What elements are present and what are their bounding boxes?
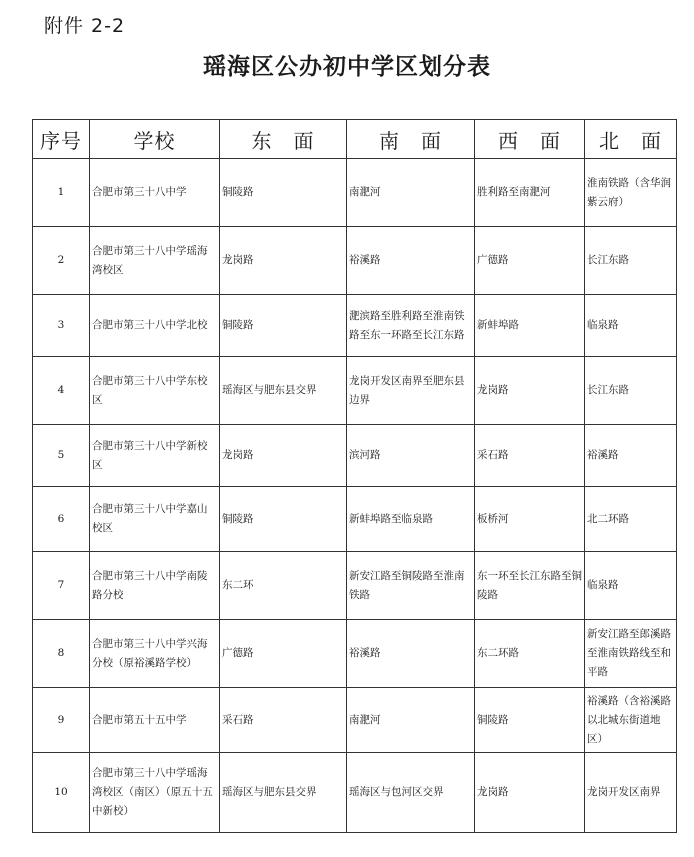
south-boundary: 瑶海区与包河区交界 [347,753,475,833]
west-boundary: 新蚌埠路 [475,295,585,357]
east-boundary: 龙岗路 [220,227,347,295]
east-boundary: 瑶海区与肥东县交界 [220,753,347,833]
west-boundary: 采石路 [475,425,585,487]
east-boundary: 铜陵路 [220,487,347,552]
north-boundary: 淮南铁路（含华润紫云府） [585,159,677,227]
school-name: 合肥市第三十八中学南陵路分校 [90,552,220,620]
row-number: 10 [33,753,90,833]
school-name: 合肥市第三十八中学北校 [90,295,220,357]
west-boundary: 龙岗路 [475,753,585,833]
table-row [33,487,677,552]
school-name: 合肥市第三十八中学瑶海湾校区 [90,227,220,295]
north-boundary: 长江东路 [585,227,677,295]
school-name: 合肥市第五十五中学 [90,688,220,753]
north-boundary: 裕溪路 [585,425,677,487]
south-boundary: 龙岗开发区南界至肥东县边界 [347,357,475,425]
north-boundary: 长江东路 [585,357,677,425]
row-number: 3 [33,295,90,357]
east-boundary: 采石路 [220,688,347,753]
header-west: 西 面 [475,120,585,159]
row-number: 5 [33,425,90,487]
school-district-table [32,119,677,833]
south-boundary: 南淝河 [347,159,475,227]
header-east: 东 面 [220,120,347,159]
south-boundary: 南淝河 [347,688,475,753]
west-boundary: 东一环至长江东路至铜陵路 [475,552,585,620]
table-row [33,753,677,833]
header-north: 北 面 [585,120,677,159]
school-name: 合肥市第三十八中学兴海分校（原裕溪路学校） [90,620,220,688]
east-boundary: 铜陵路 [220,159,347,227]
school-name: 合肥市第三十八中学嘉山校区 [90,487,220,552]
south-boundary: 淝滨路至胜利路至淮南铁路至东一环路至长江东路 [347,295,475,357]
table-row [33,552,677,620]
header-south: 南 面 [347,120,475,159]
document-title: 瑶海区公办初中学区划分表 [203,53,491,80]
east-boundary: 广德路 [220,620,347,688]
west-boundary: 板桥河 [475,487,585,552]
east-boundary: 铜陵路 [220,295,347,357]
west-boundary: 龙岗路 [475,357,585,425]
table-row [33,295,677,357]
north-boundary: 新安江路至郎溪路至淮南铁路线至和平路 [585,620,677,688]
school-name: 合肥市第三十八中学东校区 [90,357,220,425]
table-row [33,425,677,487]
header-seq: 序号 [33,120,90,159]
north-boundary: 龙岗开发区南界 [585,753,677,833]
table-row [33,688,677,753]
table-row [33,357,677,425]
east-boundary: 瑶海区与肥东县交界 [220,357,347,425]
east-boundary: 东二环 [220,552,347,620]
table-row [33,227,677,295]
south-boundary: 裕溪路 [347,620,475,688]
row-number: 9 [33,688,90,753]
school-name: 合肥市第三十八中学新校区 [90,425,220,487]
west-boundary: 广德路 [475,227,585,295]
table-row [33,620,677,688]
west-boundary: 铜陵路 [475,688,585,753]
north-boundary: 裕溪路（含裕溪路以北城东街道地区） [585,688,677,753]
row-number: 4 [33,357,90,425]
table-header-row [33,120,677,159]
east-boundary: 龙岗路 [220,425,347,487]
header-school: 学校 [90,120,220,159]
table-row [33,159,677,227]
row-number: 2 [33,227,90,295]
west-boundary: 东二环路 [475,620,585,688]
row-number: 6 [33,487,90,552]
school-name: 合肥市第三十八中学瑶海湾校区（南区）（原五十五中新校） [90,753,220,833]
attachment-label: 附件 2-2 [44,15,126,37]
row-number: 1 [33,159,90,227]
row-number: 8 [33,620,90,688]
west-boundary: 胜利路至南淝河 [475,159,585,227]
south-boundary: 裕溪路 [347,227,475,295]
south-boundary: 滨河路 [347,425,475,487]
south-boundary: 新蚌埠路至临泉路 [347,487,475,552]
south-boundary: 新安江路至铜陵路至淮南铁路 [347,552,475,620]
row-number: 7 [33,552,90,620]
north-boundary: 临泉路 [585,552,677,620]
north-boundary: 北二环路 [585,487,677,552]
north-boundary: 临泉路 [585,295,677,357]
school-name: 合肥市第三十八中学 [90,159,220,227]
